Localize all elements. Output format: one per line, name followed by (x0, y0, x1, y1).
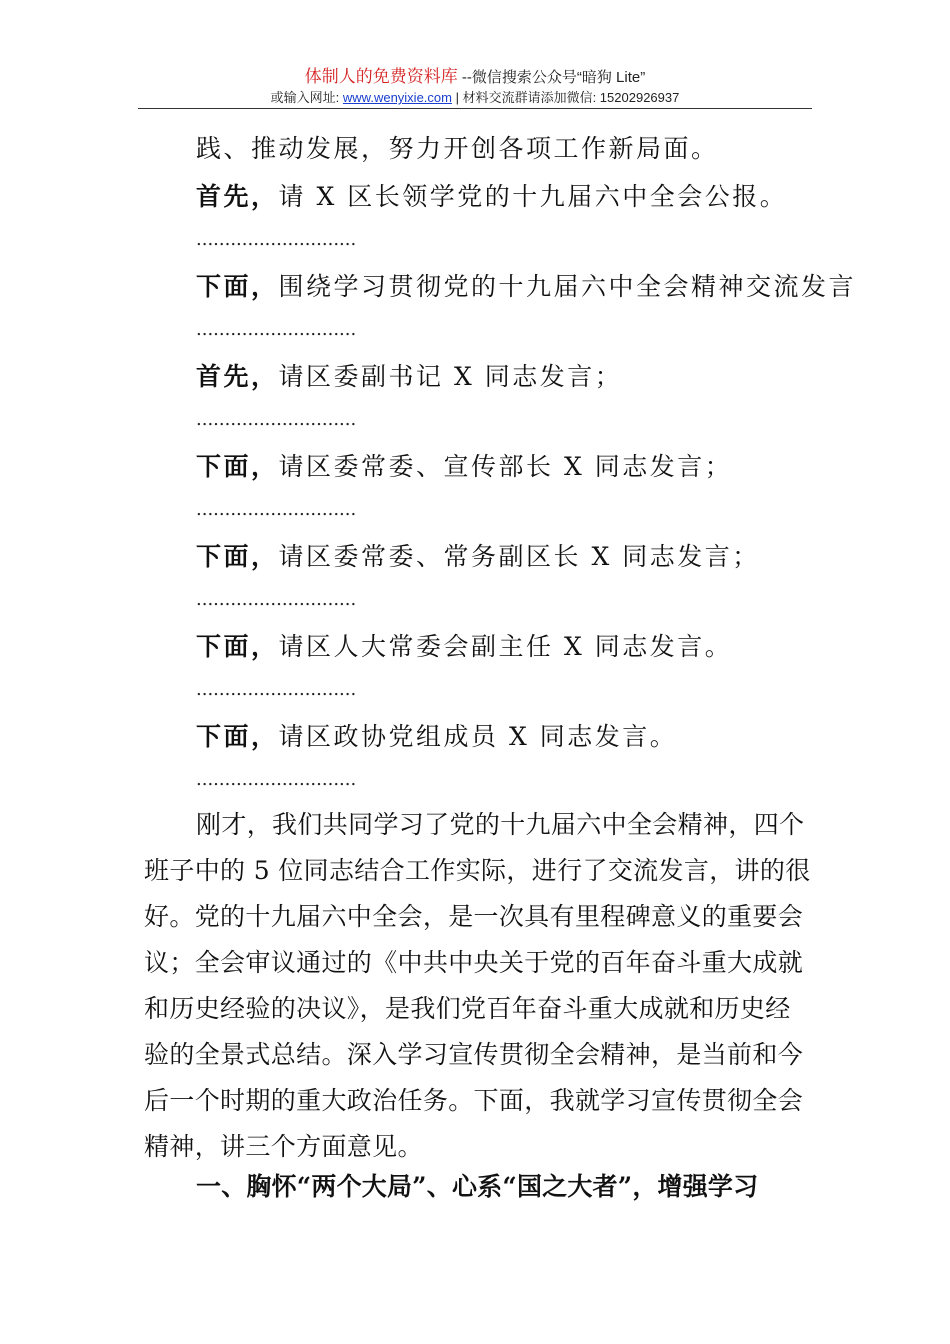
paragraph-line: 刚才，我们共同学习了党的十九届六中全会精神，四个 (196, 810, 805, 839)
agenda-item-7 (196, 722, 677, 752)
agenda-lead: 首先， (196, 362, 279, 391)
agenda-item-4 (196, 452, 732, 482)
agenda-text: 请区委常委、宣传部长 X 同志发言； (278, 452, 733, 481)
agenda-lead: 下面， (196, 722, 279, 751)
ellipsis-dots: ............................ (196, 229, 357, 250)
agenda-item-6 (196, 632, 732, 662)
agenda-item-1 (196, 182, 787, 212)
paragraph-line: 精神，讲三个方面意见。 (144, 1132, 423, 1161)
agenda-lead: 下面， (196, 452, 279, 481)
ellipsis-dots: ............................ (196, 679, 357, 700)
agenda-text: 请区政协党组成员 X 同志发言。 (278, 722, 678, 751)
agenda-lead: 下面， (196, 542, 279, 571)
header-url-link[interactable]: www.wenyixie.com (342, 90, 452, 105)
page-header (0, 66, 950, 107)
header-brand: 体制人的免费资料库 (304, 67, 458, 86)
section-heading: 一、胸怀“两个大局”、心系“国之大者”，增强学习 (196, 1172, 759, 1201)
paragraph-line: 和历史经验的决议》，是我们党百年奋斗重大成就和历史经 (144, 994, 791, 1023)
text-line: 践、推动发展，努力开创各项工作新局面。 (196, 134, 719, 163)
agenda-lead: 下面， (196, 632, 279, 661)
agenda-text: 请区委副书记 X 同志发言； (278, 362, 623, 391)
agenda-item-3 (196, 362, 622, 392)
ellipsis-dots: ............................ (196, 769, 357, 790)
ellipsis-dots: ............................ (196, 589, 357, 610)
paragraph-line: 验的全景式总结。深入学习宣传贯彻全会精神，是当前和今 (144, 1040, 804, 1069)
header-title-line (0, 66, 950, 89)
agenda-text: 请区人大常委会副主任 X 同志发言。 (278, 632, 733, 661)
ellipsis-dots: ............................ (196, 319, 357, 340)
header-contact-line (0, 89, 950, 107)
agenda-text: 请区委常委、常务副区长 X 同志发言； (278, 542, 760, 571)
header-contact: | 材料交流群请添加微信: 15202926937 (451, 90, 680, 105)
ellipsis-dots: ............................ (196, 409, 357, 430)
agenda-text: 请 X 区长领学党的十九届六中全会公报。 (278, 182, 788, 211)
paragraph-line: 后一个时期的重大政治任务。下面，我就学习宣传贯彻全会 (144, 1086, 804, 1115)
paragraph-line: 班子中的 5 位同志结合工作实际，进行了交流发言，讲的很 (144, 856, 811, 885)
header-url-prefix: 或输入网址: (270, 90, 343, 105)
paragraph-line: 议；全会审议通过的《中共中央关于党的百年奋斗重大成就 (144, 948, 804, 977)
agenda-lead: 首先， (196, 182, 279, 211)
header-tagline: --微信搜索公众号“暗狗 Lite” (461, 69, 646, 86)
agenda-lead: 下面， (196, 272, 279, 301)
header-divider (138, 108, 812, 109)
agenda-item-5 (196, 542, 760, 572)
agenda-item-2 (196, 272, 856, 302)
agenda-text: 围绕学习贯彻党的十九届六中全会精神交流发言 (278, 272, 857, 301)
paragraph-line: 好。党的十九届六中全会，是一次具有里程碑意义的重要会 (144, 902, 804, 931)
ellipsis-dots: ............................ (196, 499, 357, 520)
